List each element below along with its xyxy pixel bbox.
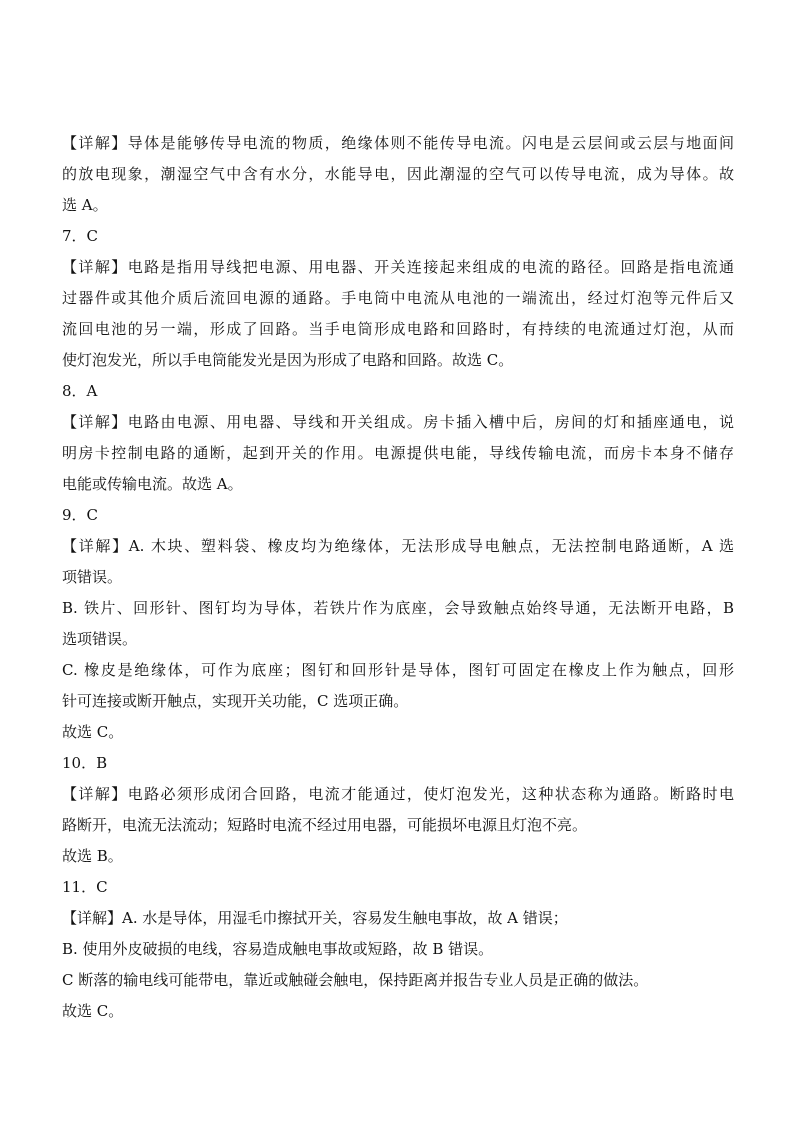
explanation-6-line-1: 【详解】导体是能够传导电流的物质，绝缘体则不能传导电流。闪电是云层间或云层与地面间 [62, 134, 734, 152]
explanation-9-option-b-line-1: B. 铁片、回形针、图钉均为导体，若铁片作为底座，会导致触点始终导通，无法断开电路，B [62, 599, 734, 617]
question-7-answer: 7．C [62, 227, 99, 245]
explanation-7-line-4: 使灯泡发光，所以手电筒能发光是因为形成了电路和回路。故选 C。 [62, 351, 514, 369]
explanation-9-option-c-line-1: C. 橡皮是绝缘体，可作为底座；图钉和回形针是导体，图钉可固定在橡皮上作为触点，回形 [62, 661, 734, 679]
explanation-6-line-3: 选 A。 [62, 196, 108, 214]
explanation-6-line-2: 的放电现象，潮湿空气中含有水分，水能导电，因此潮湿的空气可以传导电流，成为导体。故 [62, 165, 734, 183]
question-10-answer: 10．B [62, 754, 108, 772]
explanation-8-line-3: 电能或传输电流。故选 A。 [62, 475, 243, 493]
explanation-9-option-c-line-2: 针可连接或断开触点，实现开关功能，C 选项正确。 [62, 692, 409, 710]
explanation-11-option-a: 【详解】A. 水是导体，用湿毛巾擦拭开关，容易发生触电事故，故 A 错误； [62, 909, 568, 927]
question-8-answer: 8．A [62, 382, 98, 400]
explanation-10-line-1: 【详解】电路必须形成闭合回路，电流才能通过，使灯泡发光，这种状态称为通路。断路时电 [62, 785, 734, 803]
explanation-9-option-a-line-1: 【详解】A. 木块、塑料袋、橡皮均为绝缘体，无法形成导电触点，无法控制电路通断，A 选 [62, 537, 734, 555]
explanation-10-conclusion: 故选 B。 [62, 847, 123, 865]
explanation-8-line-2: 明房卡控制电路的通断，起到开关的作用。电源提供电能，导线传输电流，而房卡本身不储存 [62, 444, 734, 462]
explanation-9-conclusion: 故选 C。 [62, 723, 124, 741]
answer-explanations [62, 128, 734, 1027]
explanation-9-option-b-line-2: 选项错误。 [62, 630, 138, 648]
question-11-answer: 11．C [62, 878, 108, 896]
explanation-9-option-a-line-2: 项错误。 [62, 568, 123, 586]
explanation-11-option-b: B. 使用外皮破损的电线，容易造成触电事故或短路，故 B 错误。 [62, 940, 494, 958]
explanation-11-option-c: C 断落的输电线可能带电，靠近或触碰会触电，保持距离并报告专业人员是正确的做法。 [62, 971, 649, 989]
question-9-answer: 9．C [62, 506, 99, 524]
explanation-11-conclusion: 故选 C。 [62, 1002, 124, 1020]
explanation-10-line-2: 路断开，电流无法流动；短路时电流不经过用电器，可能损坏电源且灯泡不亮。 [62, 816, 588, 834]
explanation-7-line-2: 过器件或其他介质后流回电源的通路。手电筒中电流从电池的一端流出，经过灯泡等元件后又 [62, 289, 734, 307]
explanation-7-line-1: 【详解】电路是指用导线把电源、用电器、开关连接起来组成的电流的路径。回路是指电流通 [62, 258, 734, 276]
explanation-8-line-1: 【详解】电路由电源、用电器、导线和开关组成。房卡插入槽中后，房间的灯和插座通电，说 [62, 413, 734, 431]
explanation-7-line-3: 流回电池的另一端，形成了回路。当手电筒形成电路和回路时，有持续的电流通过灯泡，从而 [62, 320, 734, 338]
